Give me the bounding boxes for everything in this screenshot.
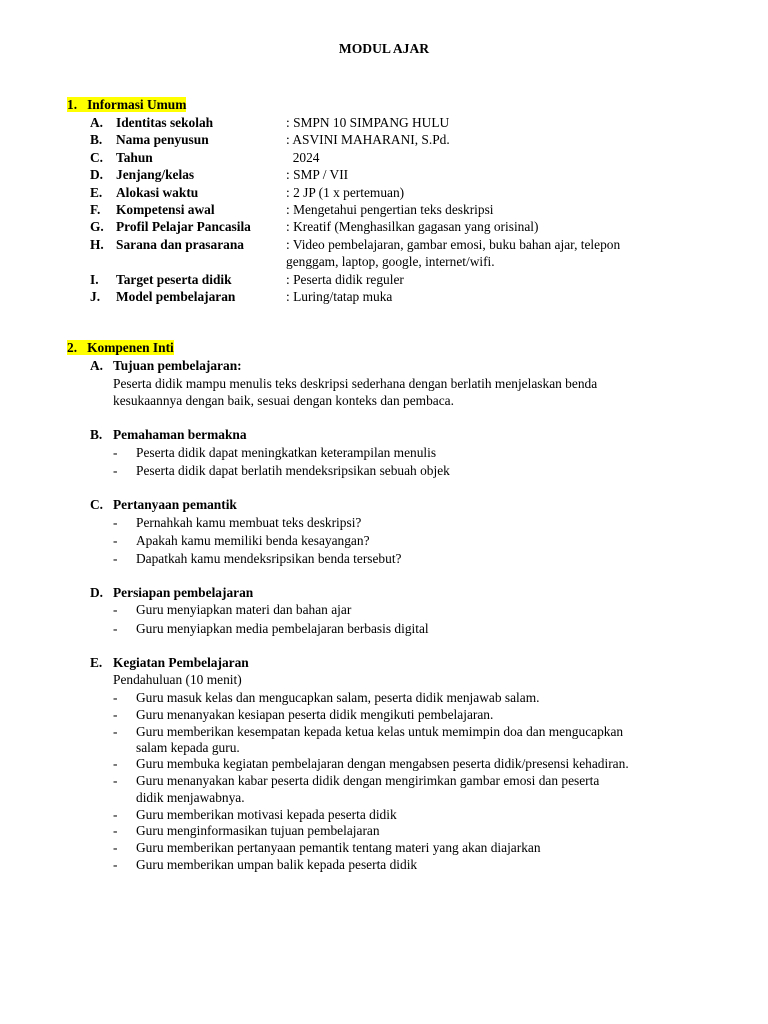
list-item-text: Guru membuka kegiatan pembelajaran dengan mengabsen peserta didik/presensi kehadiran. (136, 756, 629, 771)
row-label: Model pembelajaran (116, 289, 236, 304)
row-value: : Peserta didik reguler (286, 271, 404, 287)
row-value: : Luring/tatap muka (286, 289, 393, 304)
bullet-dash: - (113, 807, 118, 822)
subsection-label: Kegiatan Pembelajaran (113, 655, 249, 670)
row-label: Tahun (116, 149, 153, 165)
list-item-text: Guru menanyakan kabar peserta didik dengan mengirimkan gambar emosi dan peserta (136, 773, 600, 788)
subsection-e-heading (90, 654, 249, 671)
row-value: 2024 (286, 149, 320, 165)
list-item-text: didik menjawabnya. (136, 790, 245, 805)
row-letter: H. (90, 236, 104, 252)
bullet-dash: - (113, 602, 118, 617)
objective-text-line1: Peserta didik mampu menulis teks deskripsi sederhana dengan berlatih menjelaskan benda (113, 375, 598, 391)
row-value: : Kreatif (Menghasilkan gagasan yang orisinal) (286, 219, 539, 235)
subsection-label: Pemahaman bermakna (113, 427, 247, 442)
subsection-label: Pertanyaan pemantik (113, 497, 237, 512)
bullet-dash: - (113, 551, 118, 566)
row-letter: J. (90, 289, 101, 304)
bullet-dash: - (113, 756, 118, 771)
row-value-continuation: genggam, laptop, google, internet/wifi. (286, 254, 495, 270)
list-item-text: Guru masuk kelas dan mengucapkan salam, peserta didik menjawab salam. (136, 690, 540, 705)
row-label: Nama penyusun (116, 132, 209, 148)
bullet-dash: - (113, 823, 118, 838)
list-item-text: Pernahkah kamu membuat teks deskripsi? (136, 515, 362, 530)
subsection-letter: B. (90, 427, 103, 442)
list-item-text: Guru menanyakan kesiapan peserta didik mengikuti pembelajaran. (136, 707, 494, 722)
row-value: : ASVINI MAHARANI, S.Pd. (286, 132, 450, 148)
section2-number: 2. (67, 340, 78, 355)
list-item-text: Guru menyiapkan materi dan bahan ajar (136, 602, 352, 617)
row-letter: I. (90, 271, 99, 287)
list-item-text: salam kepada guru. (136, 740, 240, 755)
row-value: : Video pembelajaran, gambar emosi, buku bahan ajar, telepon (286, 236, 621, 252)
row-label: Alokasi waktu (116, 184, 199, 200)
row-label: Profil Pelajar Pancasila (116, 219, 251, 235)
bullet-dash: - (113, 724, 118, 739)
row-letter: F. (90, 202, 101, 217)
activity-subheading: Pendahuluan (10 menit) (113, 672, 242, 687)
subsection-d-heading (90, 584, 253, 601)
row-label: Jenjang/kelas (116, 167, 195, 183)
list-item-text: Guru memberikan kesempatan kepada ketua kelas untuk memimpin doa dan mengucapkan (136, 724, 624, 739)
row-value: : Mengetahui pengertian teks deskripsi (286, 202, 494, 217)
row-label: Target peserta didik (116, 271, 232, 287)
subsection-a-heading (90, 357, 242, 374)
section1-number: 1. (67, 97, 78, 112)
subsection-c-heading (90, 496, 237, 513)
bullet-dash: - (113, 857, 118, 872)
section2-heading (67, 339, 174, 356)
section1-title: Informasi Umum (87, 97, 187, 112)
subsection-label: Tujuan pembelajaran: (113, 358, 242, 373)
list-item-text: Guru memberikan pertanyaan pemantik tentang materi yang akan diajarkan (136, 840, 541, 855)
subsection-b-heading (90, 426, 247, 443)
row-letter: B. (90, 132, 103, 148)
row-label: Kompetensi awal (116, 202, 215, 217)
row-value: : 2 JP (1 x pertemuan) (286, 184, 405, 200)
bullet-dash: - (113, 463, 118, 478)
subsection-letter: D. (90, 585, 104, 600)
bullet-dash: - (113, 515, 118, 530)
list-item-text: Guru memberikan umpan balik kepada peserta didik (136, 857, 418, 872)
row-letter: A. (90, 115, 104, 130)
bullet-dash: - (113, 445, 118, 460)
subsection-letter: A. (90, 358, 104, 373)
bullet-dash: - (113, 533, 118, 548)
section1-heading (67, 96, 186, 113)
list-item-text: Dapatkah kamu mendeksripsikan benda tersebut? (136, 551, 402, 566)
section2-title: Kompenen Inti (87, 340, 174, 355)
row-label: Sarana dan prasarana (116, 236, 244, 252)
row-value: : SMPN 10 SIMPANG HULU (286, 115, 450, 130)
list-item-text: Guru menginformasikan tujuan pembelajaran (136, 823, 380, 838)
row-value: : SMP / VII (286, 167, 349, 183)
row-letter: C. (90, 149, 104, 165)
list-item-text: Apakah kamu memiliki benda kesayangan? (136, 533, 370, 548)
list-item-text: Peserta didik dapat meningkatkan keterampilan menulis (136, 445, 437, 460)
row-letter: G. (90, 219, 104, 235)
objective-text-line2: kesukaannya dengan baik, sesuai dengan konteks dan pembaca. (113, 393, 454, 408)
bullet-dash: - (113, 621, 118, 636)
list-item-text: Guru menyiapkan media pembelajaran berbasis digital (136, 621, 429, 636)
bullet-dash: - (113, 840, 118, 855)
bullet-dash: - (113, 773, 118, 788)
row-label: Identitas sekolah (116, 115, 214, 130)
bullet-dash: - (113, 690, 118, 705)
subsection-letter: C. (90, 497, 104, 512)
subsection-letter: E. (90, 655, 103, 670)
document-title: MODUL AJAR (338, 41, 430, 56)
subsection-label: Persiapan pembelajaran (113, 585, 254, 600)
row-letter: D. (90, 167, 104, 183)
bullet-dash: - (113, 707, 118, 722)
row-letter: E. (90, 184, 103, 200)
list-item-text: Guru memberikan motivasi kepada peserta didik (136, 807, 397, 822)
list-item-text: Peserta didik dapat berlatih mendeksripsikan sebuah objek (136, 463, 450, 478)
